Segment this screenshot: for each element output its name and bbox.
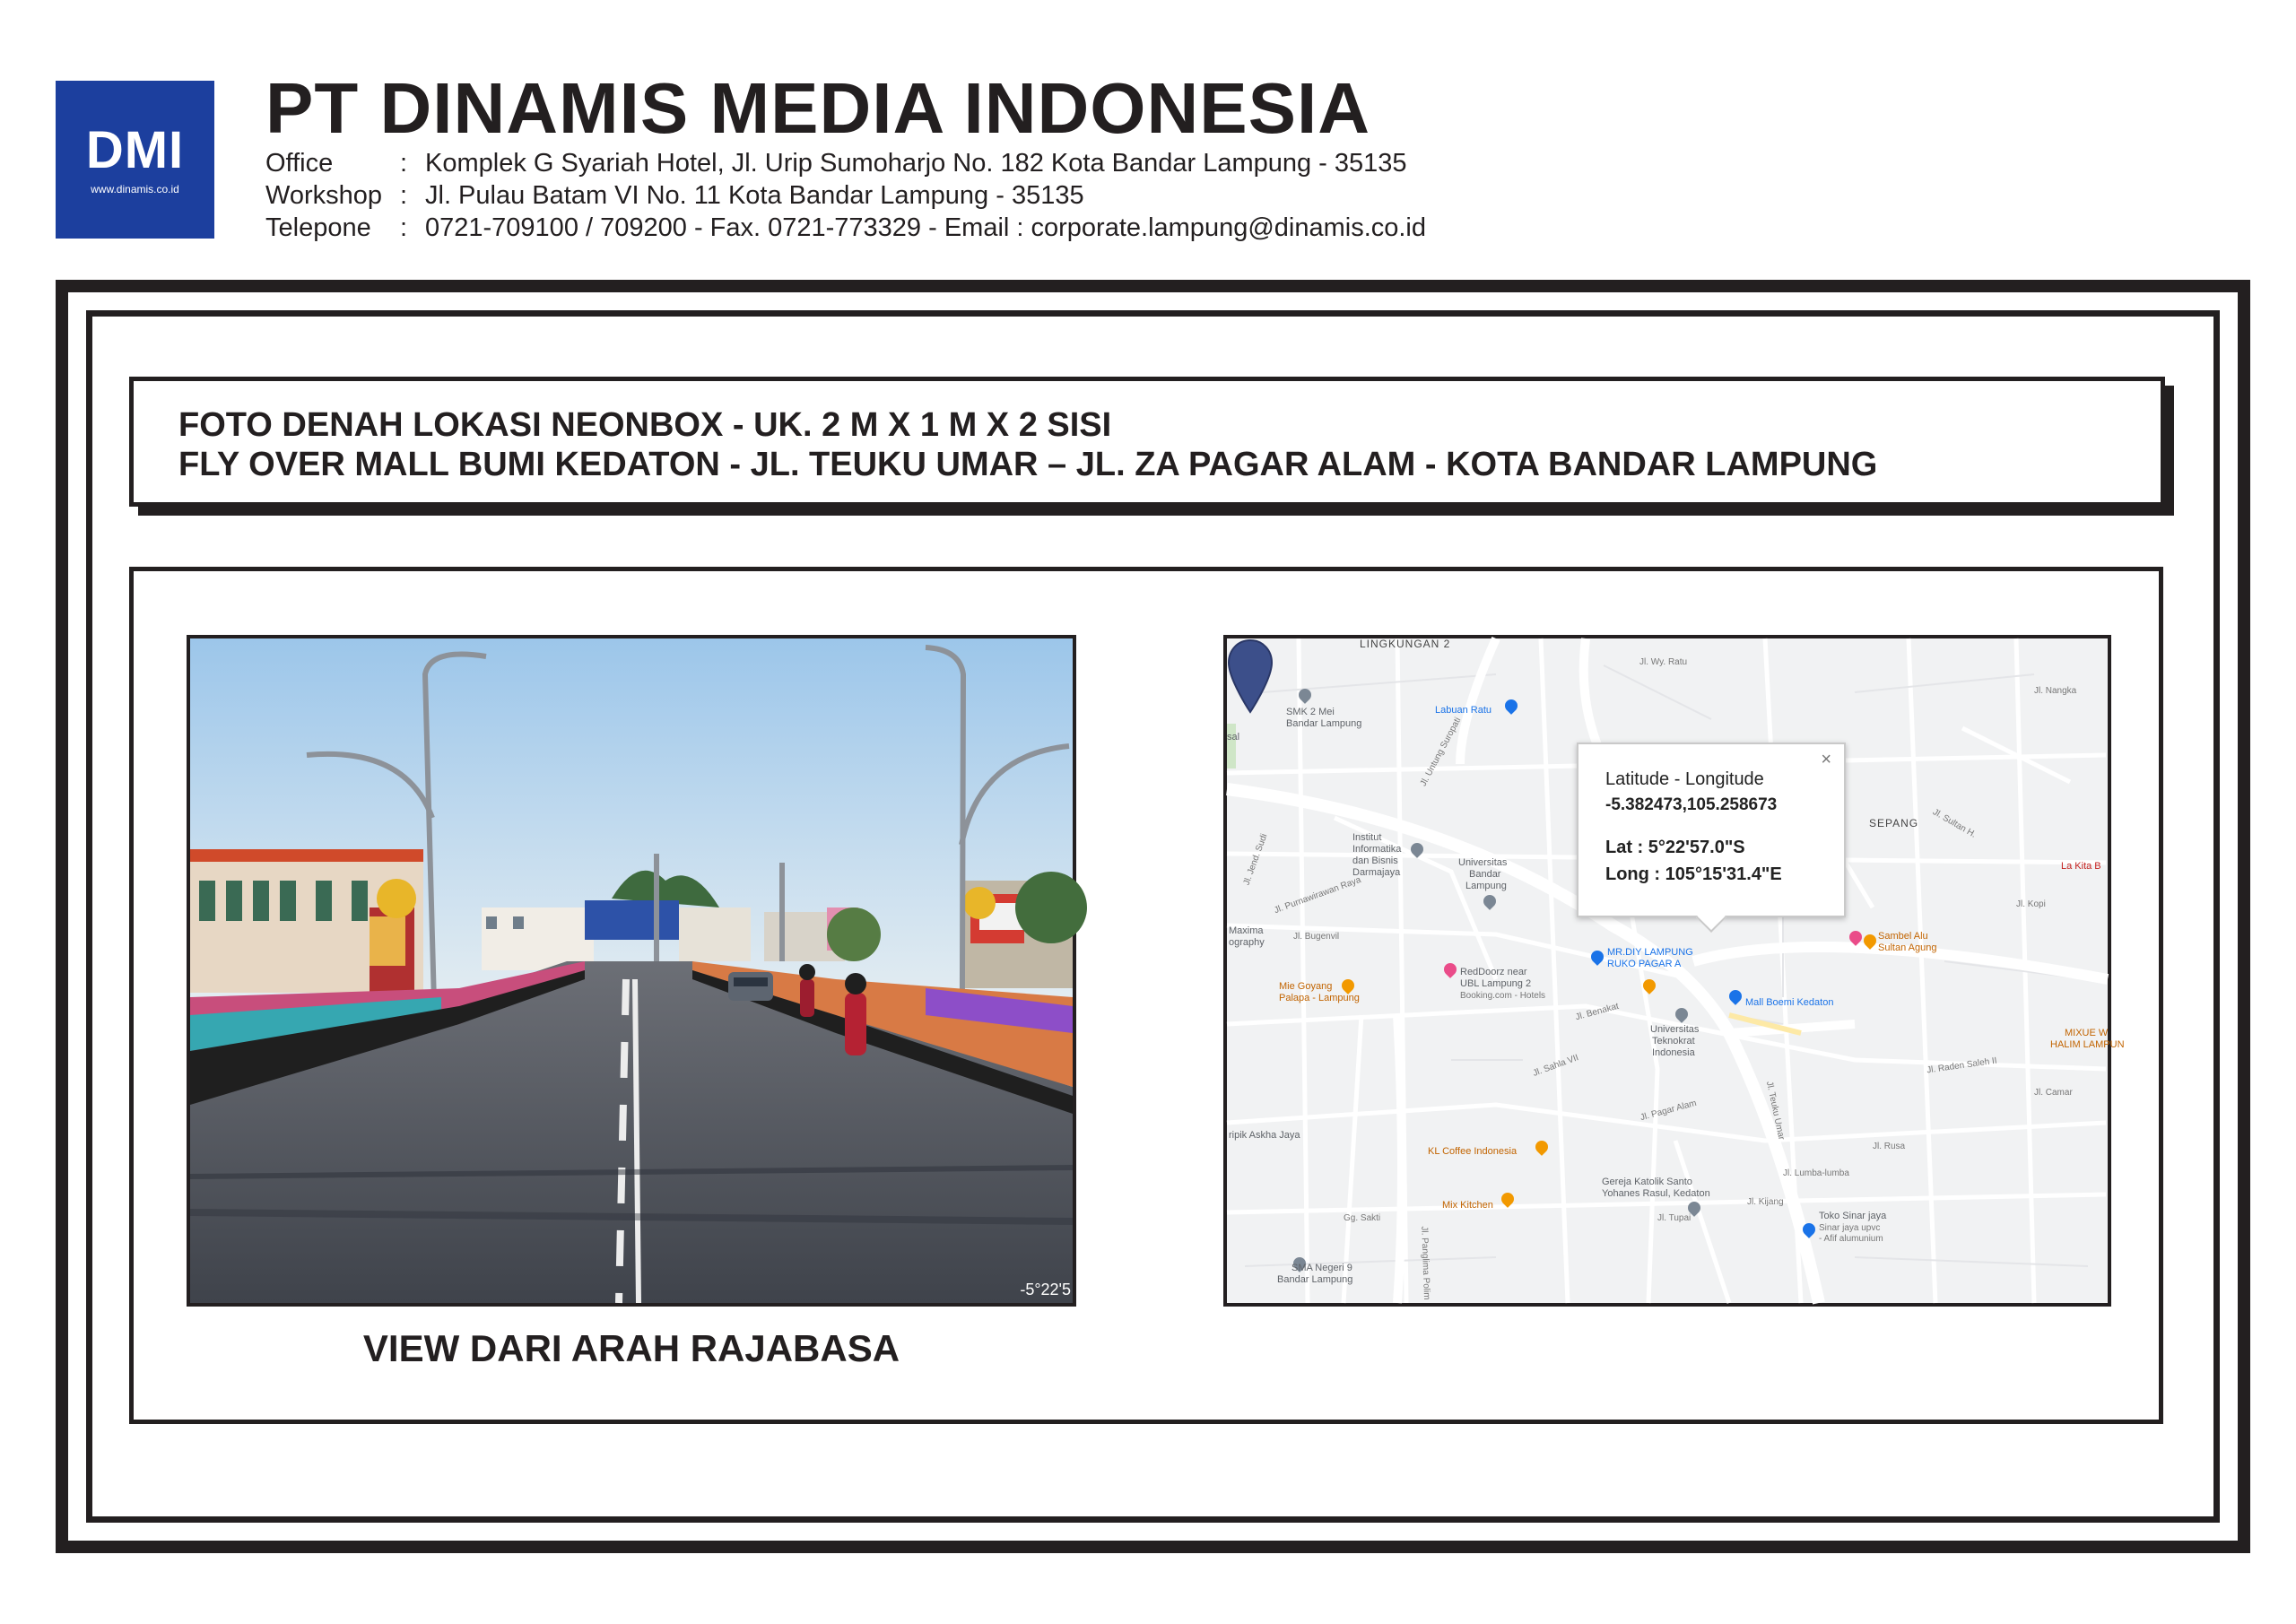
road-label: Jl. Teuku Umar (1763, 1080, 1787, 1142)
contact-label: Workshop (265, 181, 383, 210)
map-label: Yohanes Rasul, Kedaton (1602, 1188, 1710, 1199)
road-label: Jl. Kijang (1747, 1197, 1784, 1207)
contact-label: Telepone (265, 213, 371, 242)
contact-separator: : (400, 149, 408, 178)
company-name: PT DINAMIS MEDIA INDONESIA (265, 68, 1370, 148)
map-label: Universitas (1458, 857, 1508, 868)
contact-value: Jl. Pulau Batam VI No. 11 Kota Bandar Lampung - 35135 (425, 181, 1084, 210)
road-label: Gg. Sakti (1344, 1213, 1381, 1223)
map-label: RUKO PAGAR A (1607, 959, 1682, 969)
road-label: Jl. Benakat (1574, 1001, 1621, 1023)
map-label: Labuan Ratu (1435, 705, 1492, 716)
map-label: Indonesia (1652, 1047, 1695, 1058)
road-label: Jl. Nangka (2034, 686, 2077, 696)
road-label: Jl. Panglima Polim (1419, 1226, 1432, 1300)
map-roads (1227, 638, 2108, 1303)
logo-url: www.dinamis.co.id (91, 183, 179, 195)
billboard (585, 900, 679, 940)
road-label: Jl. Sahla VII (1531, 1053, 1580, 1079)
popup-lat: Lat : 5°22'57.0"S (1605, 838, 1745, 857)
map-label: Sambel Alu (1878, 931, 1928, 942)
contact-value: 0721-709100 / 709200 - Fax. 0721-773329 - Email : corporate.lampung@dinamis.co.id (425, 213, 1427, 242)
map-label: Lampung (1465, 881, 1507, 891)
map-label: KL Coffee Indonesia (1428, 1146, 1518, 1157)
map-label: RedDoorz near (1460, 967, 1527, 977)
map-label: - Afif alumunium (1819, 1234, 1883, 1244)
coordinate-popup (1577, 743, 1846, 917)
map-label: Bandar Lampung (1286, 718, 1362, 729)
map-label: Teknokrat (1652, 1036, 1695, 1046)
location-map[interactable] (1223, 635, 2125, 1307)
map-label: sal (1227, 732, 1240, 743)
map-label: SMK 2 Mei (1286, 707, 1335, 717)
map-label: Booking.com - Hotels (1460, 991, 1546, 1001)
motorbike (845, 993, 866, 1055)
map-label: Toko Sinar jaya (1819, 1211, 1887, 1221)
title-line-1: FOTO DENAH LOKASI NEONBOX - UK. 2 M X 1 M X 2 SISI (178, 406, 1112, 444)
map-label: ripik Askha Jaya (1229, 1130, 1300, 1141)
contact-label: Office (265, 149, 334, 178)
contact-value: Komplek G Syariah Hotel, Jl. Urip Sumoharjo No. 182 Kota Bandar Lampung - 35135 (425, 149, 1407, 178)
map-label: UBL Lampung 2 (1460, 978, 1532, 989)
road-label: Jl. Sultan H. (1930, 807, 1979, 840)
map-label: Maxima (1229, 925, 1264, 936)
location-photo (187, 635, 1076, 1307)
map-label: dan Bisnis (1352, 855, 1398, 866)
photo-caption: VIEW DARI ARAH RAJABASA (362, 1327, 900, 1369)
road-label: Jl. Jend. Sudi (1241, 832, 1270, 887)
map-label: Bandar Lampung (1277, 1274, 1353, 1285)
map-label: LINGKUNGAN 2 (1360, 638, 1451, 650)
location-marker-icon[interactable] (1227, 638, 1274, 714)
contact-block (265, 147, 1426, 244)
popup-latlong: -5.382473,105.258673 (1605, 795, 1778, 814)
contact-separator: : (400, 213, 408, 242)
map-label: MR.DIY LAMPUNG (1607, 947, 1693, 958)
map-label: Sinar jaya upvc (1819, 1223, 1881, 1233)
map-label: Darmajaya (1352, 867, 1401, 878)
title-line-2: FLY OVER MALL BUMI KEDATON - JL. TEUKU UMAR – JL. ZA PAGAR ALAM - KOTA BANDAR LAMPUNG (178, 446, 1878, 483)
map-label: Gereja Katolik Santo (1602, 1177, 1692, 1187)
map-label: SMA Negeri 9 (1292, 1263, 1352, 1273)
road-label: Jl. Rusa (1873, 1142, 1906, 1151)
road-label: Jl. Raden Saleh II (1926, 1055, 1998, 1076)
road-label: Jl. Kopi (2016, 899, 2046, 909)
road-label: Jl. Wy. Ratu (1639, 657, 1688, 667)
road-label: Jl. Tupai (1657, 1213, 1692, 1223)
map-label: MIXUE W (2065, 1028, 2109, 1038)
logo-text: DMI (85, 121, 185, 179)
photo-coordinate-stamp: -5°22'5 (1020, 1281, 1071, 1298)
motorbike (800, 979, 814, 1017)
road-label: Jl. Lumba-lumba (1783, 1168, 1849, 1178)
road-label: Jl. Camar (2034, 1088, 2073, 1098)
contact-workshop (265, 179, 1426, 212)
contact-telephone (265, 212, 1426, 244)
map-label: ography (1229, 937, 1265, 948)
map-label: SEPANG (1869, 817, 1919, 829)
map-label: Mix Kitchen (1442, 1200, 1493, 1211)
map-label: Mie Goyang (1279, 981, 1333, 992)
road-label: Jl. Purnawirawan Raya (1273, 874, 1363, 916)
road-label: Jl. Pagar Alam (1639, 1098, 1698, 1124)
map-label: Institut (1352, 832, 1382, 843)
map-label: Palapa - Lampung (1279, 993, 1360, 1003)
road-label: Jl. Untung Suropati (1418, 716, 1464, 788)
map-label: Bandar (1469, 869, 1501, 880)
map-label: Sultan Agung (1878, 942, 1937, 953)
map-label: Universitas (1650, 1024, 1700, 1035)
map-label: Informatika (1352, 844, 1402, 855)
street-photo-illustration (190, 638, 1073, 1303)
contact-separator: : (400, 181, 408, 210)
popup-long: Long : 105°15'31.4"E (1605, 864, 1782, 884)
popup-heading: Latitude - Longitude (1605, 769, 1764, 789)
map-label: La Kita B (2061, 861, 2101, 872)
map-label: Mall Boemi Kedaton (1745, 997, 1834, 1008)
title-box (129, 377, 2165, 507)
road-label: Jl. Bugenvil (1293, 932, 1340, 942)
company-logo (56, 81, 214, 239)
close-icon[interactable]: × (1821, 750, 1831, 769)
contact-office (265, 147, 1426, 179)
map-label: HALIM LAMPUN (2050, 1039, 2125, 1050)
